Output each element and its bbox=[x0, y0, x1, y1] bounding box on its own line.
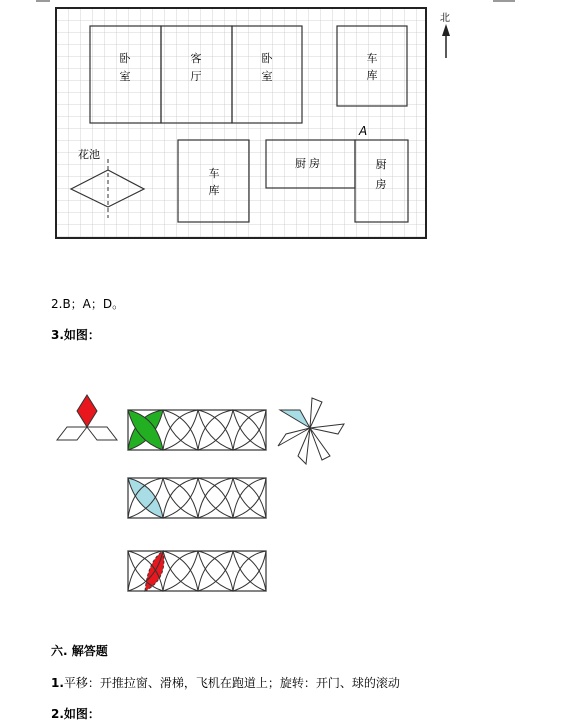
section-6-q1-text: 平移：开推拉窗、滑梯，飞机在跑道上；旋转：开门、球的滚动 bbox=[63, 676, 400, 690]
pinwheel-star bbox=[278, 398, 344, 464]
page-top-rule bbox=[36, 0, 50, 2]
pattern-figure bbox=[50, 385, 350, 597]
section-6-q1-number: 1. bbox=[51, 676, 64, 690]
label-garage-top-a: 车 bbox=[366, 52, 378, 65]
label-living-a: 客 bbox=[190, 52, 202, 65]
label-garage-mid-b: 库 bbox=[208, 184, 220, 197]
pattern-row-3 bbox=[128, 551, 266, 591]
section-6-heading: 六. 解答题 bbox=[51, 644, 108, 658]
label-kitchen-tall-a: 厨 bbox=[375, 158, 387, 171]
logo-left-rhombus bbox=[57, 427, 87, 440]
pattern-row-2 bbox=[128, 478, 266, 518]
label-bedroom-2-a: 卧 bbox=[261, 52, 273, 65]
page-top-rule bbox=[493, 0, 515, 2]
pattern-row-1 bbox=[128, 410, 266, 450]
answer-q2-text: 2.B；A；D。 bbox=[51, 297, 125, 311]
logo-red-rhombus bbox=[77, 395, 97, 427]
section-6-q2: 2.如图： bbox=[51, 707, 100, 721]
label-kitchen-tall-b: 房 bbox=[375, 178, 387, 191]
label-bedroom-1-b: 室 bbox=[119, 70, 131, 83]
label-garage-top-b: 库 bbox=[366, 69, 378, 82]
label-garage-mid-a: 车 bbox=[208, 167, 220, 180]
floor-plan-figure bbox=[50, 0, 440, 245]
label-bedroom-1-a: 卧 bbox=[119, 52, 131, 65]
label-kitchen-wide: 厨房 bbox=[295, 157, 323, 170]
logo-right-rhombus bbox=[87, 427, 117, 440]
label-flower-bed: 花池 bbox=[78, 148, 100, 161]
label-point-a: A bbox=[359, 124, 368, 138]
label-living-b: 厅 bbox=[190, 70, 202, 83]
label-bedroom-2-b: 室 bbox=[261, 70, 273, 83]
answer-q3: 3.如图： bbox=[51, 328, 100, 342]
label-north: 北 bbox=[440, 13, 450, 24]
answer-q2 bbox=[51, 295, 124, 312]
section-6-q1 bbox=[51, 674, 400, 691]
